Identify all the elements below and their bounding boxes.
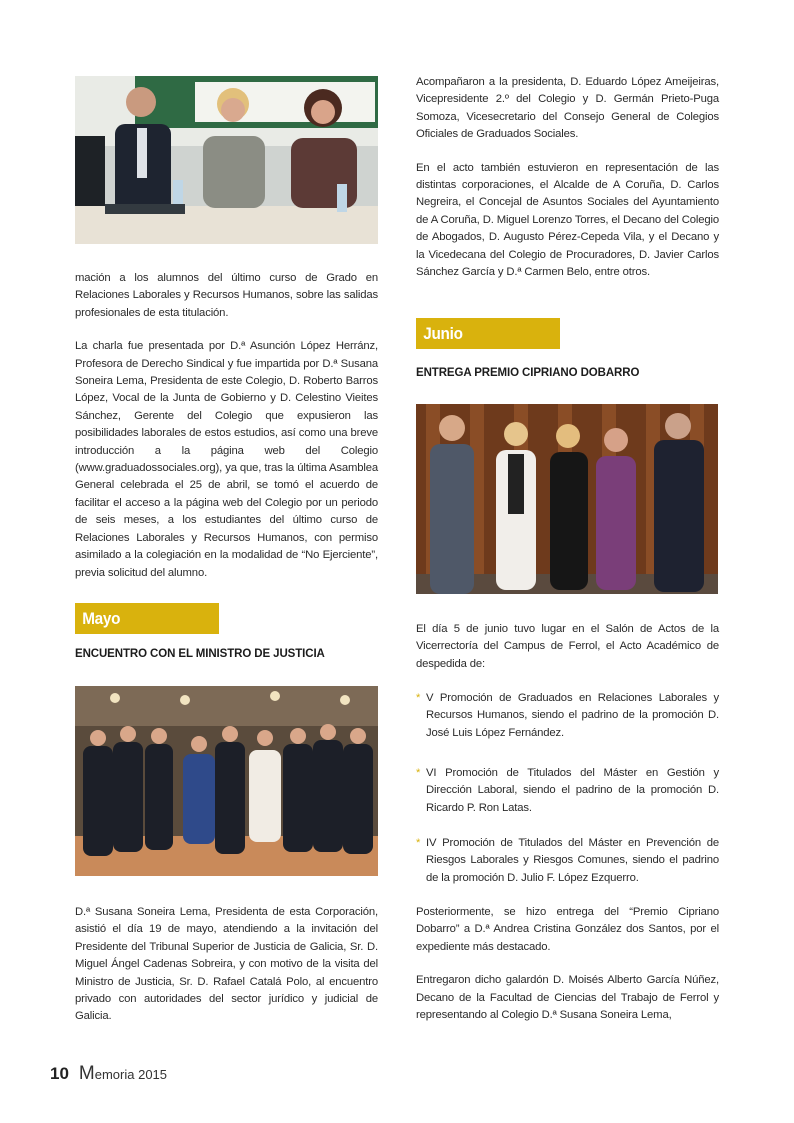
photo-encuentro-ministro (75, 686, 378, 876)
premio-paragraph: Posteriormente, se hizo entrega del “Premio Cipriano Dobarro” a D.ª Andrea Cristina González dos Santos, por el expediente más destacado. (416, 906, 719, 953)
acto-academico-paragraph: El día 5 de junio tuvo lugar en el Salón de Actos de la Vicerrectoría del Campus de Ferrol, el Acto Académico de despedida de: (416, 623, 719, 670)
bullet-star-icon: * (416, 692, 421, 704)
bullet-text: IV Promoción de Titulados del Máster en Prevención de Riesgos Laborales y Riesgos Comunes, siendo el padrino de la promoción D. Julio F. López Ezquerro. (426, 837, 719, 884)
page-footer (50, 1063, 167, 1085)
list-item-bullet-3 (416, 835, 719, 887)
publication-rest: emoria 2015 (94, 1067, 168, 1082)
bullet-star-icon: * (416, 767, 421, 779)
page-number: 10 (50, 1064, 69, 1083)
charla-paragraph: La charla fue presentada por D.ª Asunción López Herránz, Profesora de Derecho Sindical y fue impartida por D.ª Susana Soneira Lema, Presidenta de este Colegio, D. Roberto Barros López, Vocal de la Junta de Gobierno y D. Celestino Vieites Sánchez, Gerente del Colegio que expusieron las posibilidades laborales de estos estudios, así como una breve introducción a la página web del Colegio (www.graduadossociales.org), ya que, tras la última Asamblea General celebrada el 25 de abril, se tomó el acuerdo de facilitar el acceso a la página web del Colegio por un periodo de seis meses, a los estudiantes del último curso de Relaciones Laborales y Recursos Humanos, con permiso asimilado a la colegiación en la modalidad de “No Ejerciente”, previa solicitud del alumno. (75, 340, 378, 579)
bullet-text: VI Promoción de Titulados del Máster en Gestión y Dirección Laboral, siendo el padrino de la promoción D. Ricardo P. Ron Latas. (426, 767, 719, 814)
intro-paragraph: mación a los alumnos del último curso de Grado en Relaciones Laborales y Recursos Humanos, sobre las salidas profesionales de esta titulación. (75, 272, 378, 319)
list-item-bullet-2 (416, 765, 719, 817)
bullet-text: V Promoción de Graduados en Relaciones Laborales y Recursos Humanos, siendo el padrino de la promoción D. José Luis López Fernández. (426, 692, 719, 739)
photo-premio-cipriano (416, 404, 718, 594)
section-title-ministro: ENCUENTRO CON EL MINISTRO DE JUSTICIA (75, 648, 325, 660)
bullet-star-icon: * (416, 837, 421, 849)
section-title-premio: ENTREGA PREMIO CIPRIANO DOBARRO (416, 367, 640, 379)
month-bar-junio: Junio (416, 318, 560, 349)
publication-initial: M (78, 1063, 95, 1084)
acompanaron-paragraph: Acompañaron a la presidenta, D. Eduardo López Ameijeiras, Vicepresidente 2.º del Colegio y D. Germán Prieto-Puga Somoza, Vicesecretario del Consejo General de Colegios Oficiales de Graduados Sociales. (416, 76, 719, 141)
representacion-paragraph: En el acto también estuvieron en representación de las distintas corporaciones, el Alcalde de A Coruña, D. Carlos Negreira, el Concejal de Asuntos Sociales del Ayuntamiento de A Coruña, D. Miguel Lorenzo Torres, el Decano del Colegio de Abogados, D. Augusto Pérez-Cepeda Vila, y el Decano y la Vicedecana del Colegio de Procuradores, D. Javier Carlos Sánchez García y D.ª Carmen Belo, entre otros. (416, 161, 719, 279)
publication-title (79, 1063, 167, 1085)
list-item-bullet-1 (416, 690, 719, 742)
galardon-paragraph: Entregaron dicho galardón D. Moisés Alberto García Núñez, Decano de la Facultad de Ciencias del Trabajo de Ferrol y representando al Colegio D.ª Susana Soneira Lema, (416, 974, 719, 1022)
photo-charla-panel (75, 76, 378, 244)
month-bar-mayo: Mayo (75, 603, 219, 634)
ministro-paragraph: D.ª Susana Soneira Lema, Presidenta de esta Corporación, asistió el día 19 de mayo, atendiendo a la invitación del Presidente del Tribunal Superior de Justicia de Galicia, Sr. D. Miguel Ángel Cadenas Sobreira, y con motivo de la visita del Ministro de Justicia, Sr. D. Rafael Catalá Polo, al encuentro privado con autoridades del sector jurídico y judicial de Galicia. (75, 906, 378, 1023)
